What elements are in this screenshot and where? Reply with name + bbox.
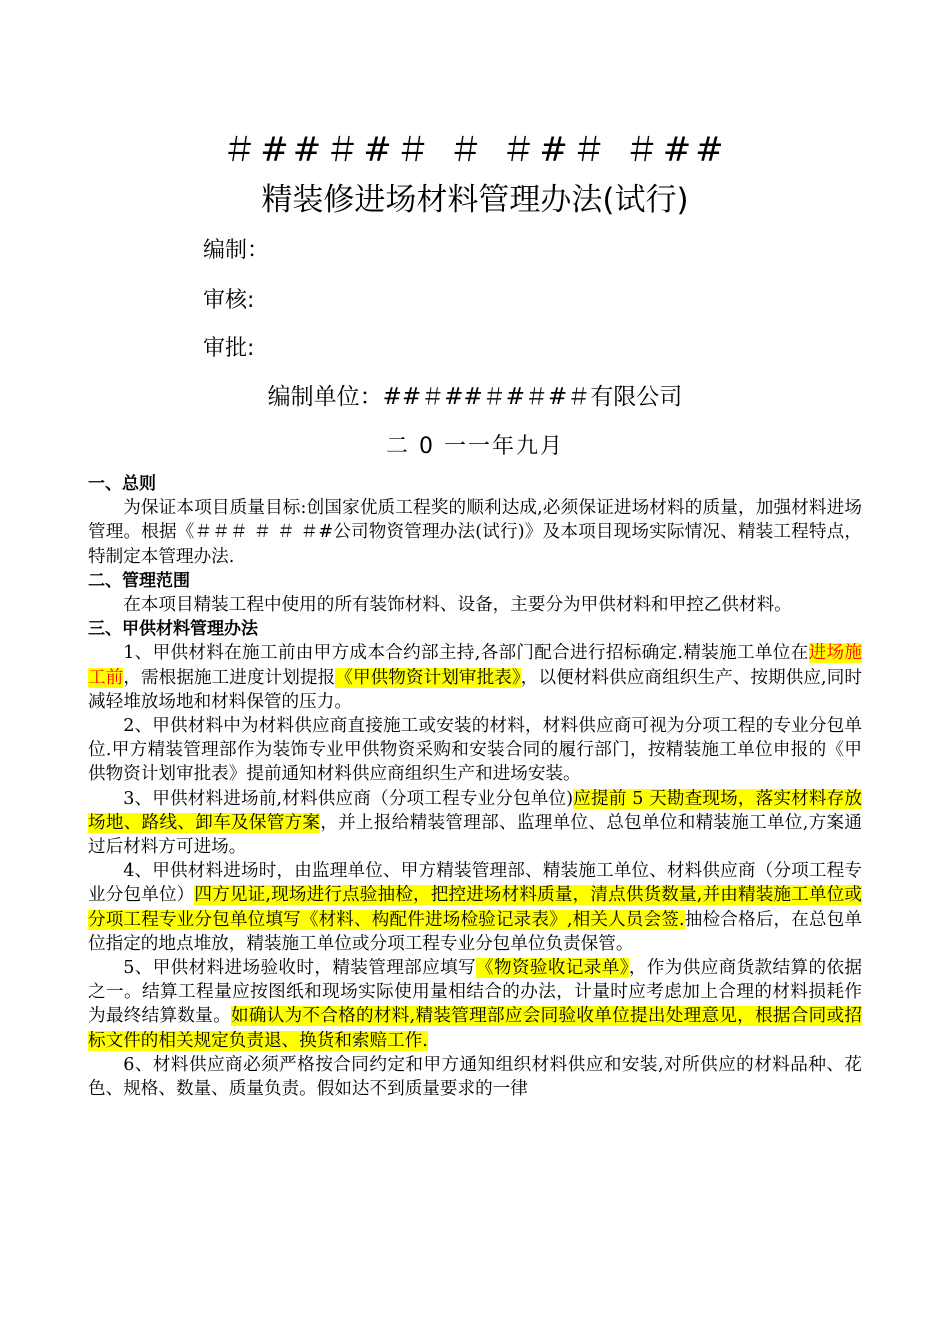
clause-4-text-a: 4、甲供材料进场时，由监理单位、甲方精装管理部、精装施工单位、材料供应商（分项工程专业分包单位） bbox=[88, 861, 862, 906]
document-date: 二 0 一一年九月 bbox=[386, 434, 564, 459]
clause-4 bbox=[88, 859, 862, 956]
clause-1-text-b: ，需根据施工进度计划提报 bbox=[123, 667, 336, 688]
clause-1-highlight: 《甲供物资计划审批表》 bbox=[335, 667, 521, 688]
clause-1 bbox=[88, 641, 862, 714]
clause-5 bbox=[88, 956, 862, 1053]
document-body bbox=[88, 472, 862, 1101]
clause-6: 6、材料供应商必须严格按合同约定和甲方通知组织材料供应和安装,对所供应的材料品种、花色、规格、数量、质量负责。假如达不到质量要求的一律 bbox=[88, 1054, 862, 1100]
section-heading-general: 一、总则 bbox=[88, 474, 156, 494]
approved-by-label: 审批: bbox=[203, 336, 255, 361]
clause-2: 2、甲供材料中为材料供应商直接施工或安装的材料，材料供应商可视为分项工程的专业分包单位.甲方精装管理部作为装饰专业甲供物资采购和安装合同的履行部门，按精装施工单位申报的《甲供物资计划审批表》提前通知材料供应商组织生产和进场安装。 bbox=[88, 716, 862, 785]
clause-3-highlight: 应提前 5 天勘查现场，落实材料存放场地、路线、卸车及保管方案 bbox=[88, 788, 862, 833]
clause-5-highlight-2: 如确认为不合格的材料,精装管理部应会同验收单位提出处理意见，根据合同或招标文件的相关规定负责退、换货和索赔工作. bbox=[88, 1006, 862, 1051]
compiled-by-label: 编制： bbox=[203, 238, 270, 263]
clause-4-highlight: 四方见证,现场进行点验抽检，把控进场材料质量，清点供货数量,并由精装施工单位或分项工程专业分包单位填写《材料、构配件进场检验记录表》,相关人员会签. bbox=[88, 885, 862, 930]
compiling-unit: 编制单位：##＃##＃#＃#＃有限公司 bbox=[267, 384, 683, 410]
clause-3-text-a: 3、甲供材料进场前,材料供应商（分项工程专业分包单位) bbox=[123, 788, 574, 809]
clause-3-text-b: ，并上报给精装管理部、监理单位、总包单位和精装施工单位,方案通过后材料方可进场。 bbox=[88, 812, 862, 858]
clause-1-text-a: 1、甲供材料在施工前由甲方成本合约部主持,各部门配合进行招标确定.精装施工单位在 bbox=[123, 643, 809, 664]
scope-paragraph: 在本项目精装工程中使用的所有装饰材料、设备，主要分为甲供材料和甲控乙供材料。 bbox=[123, 595, 792, 616]
section-heading-supplied-materials: 三、甲供材料管理办法 bbox=[88, 619, 258, 640]
clause-5-highlight-1: 《物资验收记录单》 bbox=[476, 958, 629, 979]
clause-1-red-highlight: 进场施工前 bbox=[88, 643, 862, 688]
document-title: 精装修进场材料管理办法(试行) bbox=[261, 182, 689, 218]
document-title-code: ＃##＃#＃ ＃ ＃#＃ ＃## bbox=[222, 130, 728, 170]
reviewed-by-label: 审核: bbox=[203, 288, 255, 313]
general-paragraph: 为保证本项目质量目标:创国家优质工程奖的顺利达成,必须保证进场材料的质量，加强材料进场管理。根据《＃＃＃ ＃ ＃ ＃#公司物资管理办法(试行)》及本项目现场实际情况、精装工程特点，特制定本管理办法. bbox=[88, 498, 862, 567]
clause-3 bbox=[88, 787, 862, 860]
section-heading-scope: 二、管理范围 bbox=[88, 570, 190, 591]
clause-5-text-b: ，作为供应商货款结算的依据之一。结算工程量应按图纸和现场实际使用量相结合的办法，计量时应考虑加上合理的材料损耗作为最终结算数量。 bbox=[88, 958, 862, 1027]
clause-5-text-a: 5、甲供材料进场验收时，精装管理部应填写 bbox=[123, 958, 477, 979]
clause-1-text-c: ，以便材料供应商组织生产、按期供应,同时减轻堆放场地和材料保管的压力。 bbox=[88, 667, 862, 712]
clause-4-text-b: 抽检合格后，在总包单位指定的地点堆放，精装施工单位或分项工程专业分包单位负责保管。 bbox=[88, 909, 862, 954]
